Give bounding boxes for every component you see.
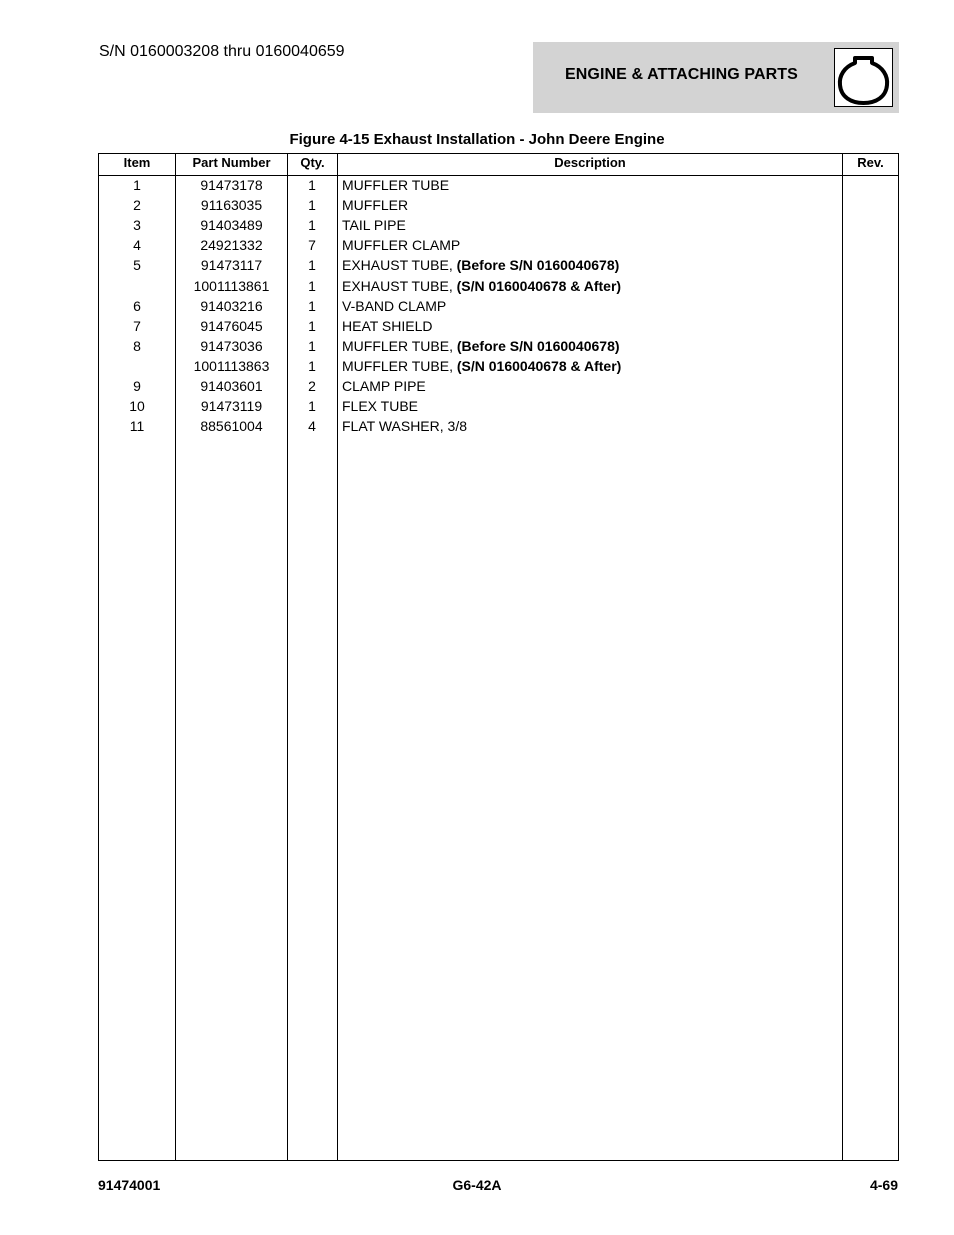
description-text: V-BAND CLAMP <box>342 297 447 314</box>
description-cell <box>342 316 433 336</box>
item-cell: 8 <box>133 337 141 354</box>
item-cell: 1 <box>133 177 141 193</box>
part-number-cell: 91473117 <box>200 257 263 274</box>
item-cell: 2 <box>133 197 141 214</box>
description-cell <box>342 416 467 436</box>
table-row <box>99 376 898 396</box>
column-header-description: Description <box>554 155 626 170</box>
qty-cell: 1 <box>308 297 316 314</box>
serial-note: (S/N 0160040678 & After) <box>456 277 622 294</box>
section-title: ENGINE & ATTACHING PARTS <box>565 66 798 83</box>
part-number-cell: 88561004 <box>200 418 263 435</box>
parts-table <box>98 153 899 1161</box>
part-number-cell: 91473178 <box>200 177 263 193</box>
description-text: EXHAUST TUBE, <box>342 257 457 274</box>
item-cell: 9 <box>133 378 141 394</box>
description-text: MUFFLER TUBE <box>342 177 450 193</box>
table-row <box>99 195 898 215</box>
qty-cell: 1 <box>308 177 316 193</box>
item-cell: 7 <box>133 317 141 334</box>
qty-cell: 1 <box>308 357 316 374</box>
part-number-cell: 91473119 <box>200 398 263 415</box>
part-number-cell: 1001113861 <box>193 277 270 294</box>
serial-range: S/N 0160003208 thru 0160040659 <box>99 43 345 60</box>
serial-note: (Before S/N 0160040678) <box>456 337 620 354</box>
qty-cell: 1 <box>308 257 316 274</box>
description-text: EXHAUST TUBE, <box>342 277 457 294</box>
description-text: MUFFLER TUBE, <box>342 357 457 374</box>
section-header <box>533 42 899 113</box>
part-number-cell: 91403216 <box>200 297 263 314</box>
qty-cell: 4 <box>308 418 316 435</box>
part-number-cell: 91476045 <box>200 317 263 334</box>
part-number-cell: 91473036 <box>200 337 263 354</box>
table-row <box>99 416 898 436</box>
footer-doc-number: 91474001 <box>98 1177 161 1193</box>
part-number-cell: 1001113863 <box>193 357 270 374</box>
description-text: HEAT SHIELD <box>342 317 433 334</box>
qty-cell: 1 <box>308 217 316 234</box>
table-row <box>99 235 898 255</box>
serial-note: (S/N 0160040678 & After) <box>456 357 622 374</box>
description-cell <box>342 356 621 376</box>
engine-icon <box>834 48 893 107</box>
footer-model: G6-42A <box>452 1177 502 1193</box>
description-text: TAIL PIPE <box>342 217 406 234</box>
table-row <box>99 316 898 336</box>
description-cell <box>342 195 408 215</box>
table-row <box>99 336 898 356</box>
table-row <box>99 276 898 296</box>
description-text: MUFFLER TUBE, <box>342 337 457 354</box>
figure-title: Figure 4-15 Exhaust Installation - John Deere Engine <box>289 131 665 148</box>
table-row <box>99 175 898 195</box>
description-cell <box>342 276 621 296</box>
column-header-item: Item <box>123 155 151 170</box>
description-cell <box>342 175 449 195</box>
description-cell <box>342 376 426 396</box>
qty-cell: 1 <box>308 197 316 214</box>
table-row <box>99 296 898 316</box>
item-cell: 5 <box>133 257 141 274</box>
part-number-cell: 91403489 <box>200 217 263 234</box>
description-cell <box>342 336 620 356</box>
description-text: MUFFLER CLAMP <box>342 237 461 254</box>
item-cell: 6 <box>133 297 141 314</box>
qty-cell: 1 <box>308 317 316 334</box>
description-cell <box>342 255 619 275</box>
qty-cell: 1 <box>308 277 316 294</box>
description-text: MUFFLER <box>342 197 409 214</box>
column-header-qty: Qty. <box>300 155 325 170</box>
description-cell <box>342 215 406 235</box>
table-row <box>99 255 898 275</box>
qty-cell: 1 <box>308 398 316 415</box>
qty-cell: 2 <box>308 378 316 394</box>
table-row <box>99 396 898 416</box>
description-cell <box>342 296 446 316</box>
part-number-cell: 24921332 <box>200 237 263 254</box>
part-number-cell: 91403601 <box>200 378 263 394</box>
description-text: FLEX TUBE <box>342 398 418 415</box>
item-cell: 10 <box>129 398 145 415</box>
part-number-cell: 91163035 <box>200 197 263 214</box>
column-header-part-number: Part Number <box>192 155 271 170</box>
description-text: FLAT WASHER, 3/8 <box>342 418 467 435</box>
column-header-rev: Rev. <box>857 155 884 170</box>
table-row <box>99 215 898 235</box>
description-text: CLAMP PIPE <box>342 378 426 394</box>
footer-page-number: 4-69 <box>869 1177 898 1193</box>
qty-cell: 1 <box>308 337 316 354</box>
item-cell: 3 <box>133 217 141 234</box>
qty-cell: 7 <box>308 237 316 254</box>
description-cell <box>342 235 460 255</box>
description-cell <box>342 396 418 416</box>
serial-note: (Before S/N 0160040678) <box>456 257 620 274</box>
table-row <box>99 356 898 376</box>
item-cell: 4 <box>133 237 141 254</box>
item-cell: 11 <box>129 418 145 435</box>
